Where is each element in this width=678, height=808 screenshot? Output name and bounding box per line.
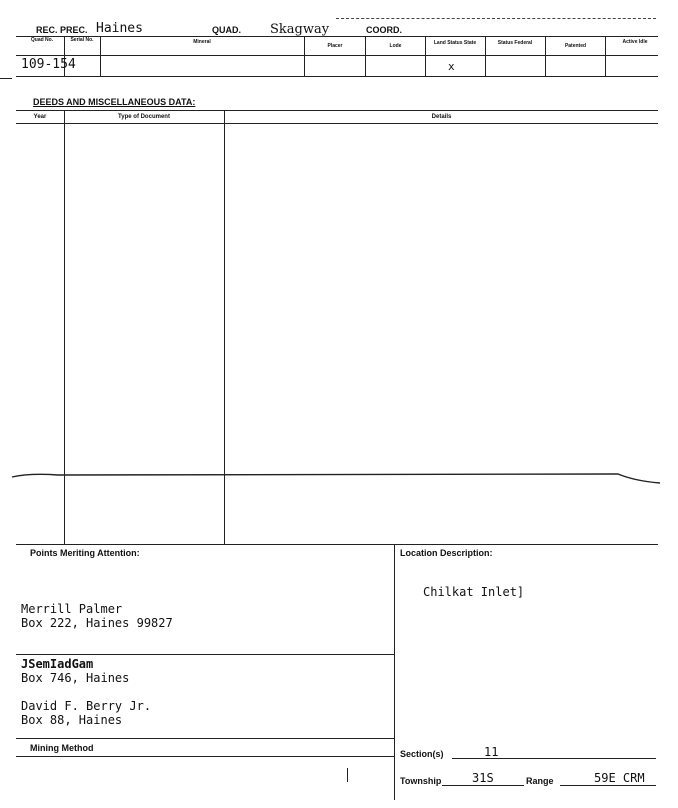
col-placer: Placer [327, 43, 343, 49]
col-lode: Lode [389, 43, 402, 49]
claim-bottom-rule [16, 76, 658, 77]
col-quad-no: Quad No. [30, 37, 54, 43]
owner-3-address: Box 88, Haines [21, 713, 123, 727]
col-status-federal: Status Federal [497, 40, 533, 46]
section-blank [452, 758, 656, 759]
rec-prec-value: Haines [96, 21, 143, 36]
col-divider [365, 37, 366, 76]
col-land-status-state: Land Status State [433, 40, 477, 46]
deeds-header-top [16, 110, 658, 111]
col-divider [545, 37, 546, 76]
land-status-state-value: x [448, 60, 455, 73]
col-year: Year [33, 114, 47, 120]
col-details: Details [431, 114, 452, 120]
deeds-header-bottom [16, 123, 658, 124]
mining-method-label: Mining Method [30, 743, 94, 753]
township-blank [442, 785, 524, 786]
owner-3-name: David F. Berry Jr. [21, 699, 152, 713]
pen-mark [347, 768, 348, 782]
col-active-idle: Active Idle [622, 39, 648, 45]
edge-mark [0, 78, 12, 79]
section-value: 11 [484, 745, 499, 759]
claim-header-rule [16, 55, 658, 56]
header-rule [16, 36, 658, 37]
page-fold-line [0, 465, 678, 490]
mining-method-bottom-rule [16, 756, 394, 757]
bottom-divider [394, 544, 395, 800]
owner-2-address: Box 746, Haines [21, 671, 130, 685]
header-top-rule [336, 18, 656, 19]
coord-label: COORD. [366, 25, 402, 35]
col-divider [485, 37, 486, 76]
col-divider [304, 37, 305, 76]
points-label: Points Meriting Attention: [30, 548, 140, 558]
rec-prec-label: REC. PREC. [36, 25, 88, 35]
section-label: Section(s) [400, 749, 444, 759]
location-label: Location Description: [400, 548, 493, 558]
quad-label: QUAD. [212, 25, 241, 35]
owner-1-name: Merrill Palmer [21, 602, 123, 616]
deeds-title: DEEDS AND MISCELLANEOUS DATA: [33, 97, 196, 107]
owner-2-name: JSemIadGam [21, 657, 94, 671]
col-divider [605, 37, 606, 76]
mining-method-top-rule [16, 738, 394, 739]
owner-1-address: Box 222, Haines 99827 [21, 616, 173, 630]
range-blank [560, 785, 656, 786]
quad-value: Skagway [270, 22, 330, 37]
range-value: 59E CRM [594, 771, 645, 785]
quad-serial-value: 109-154 [21, 57, 76, 72]
col-mineral: Mineral [193, 39, 211, 45]
location-value: Chilkat Inlet] [423, 585, 525, 599]
points-divider [16, 654, 394, 655]
col-type-of-document: Type of Document [118, 114, 170, 120]
deeds-bottom-rule [16, 544, 658, 545]
col-serial-no: Serial No. [70, 37, 94, 43]
col-divider [425, 37, 426, 76]
range-label: Range [526, 776, 554, 786]
township-value: 31S [472, 771, 494, 785]
township-label: Township [400, 776, 442, 786]
col-patented: Patented [564, 43, 587, 49]
